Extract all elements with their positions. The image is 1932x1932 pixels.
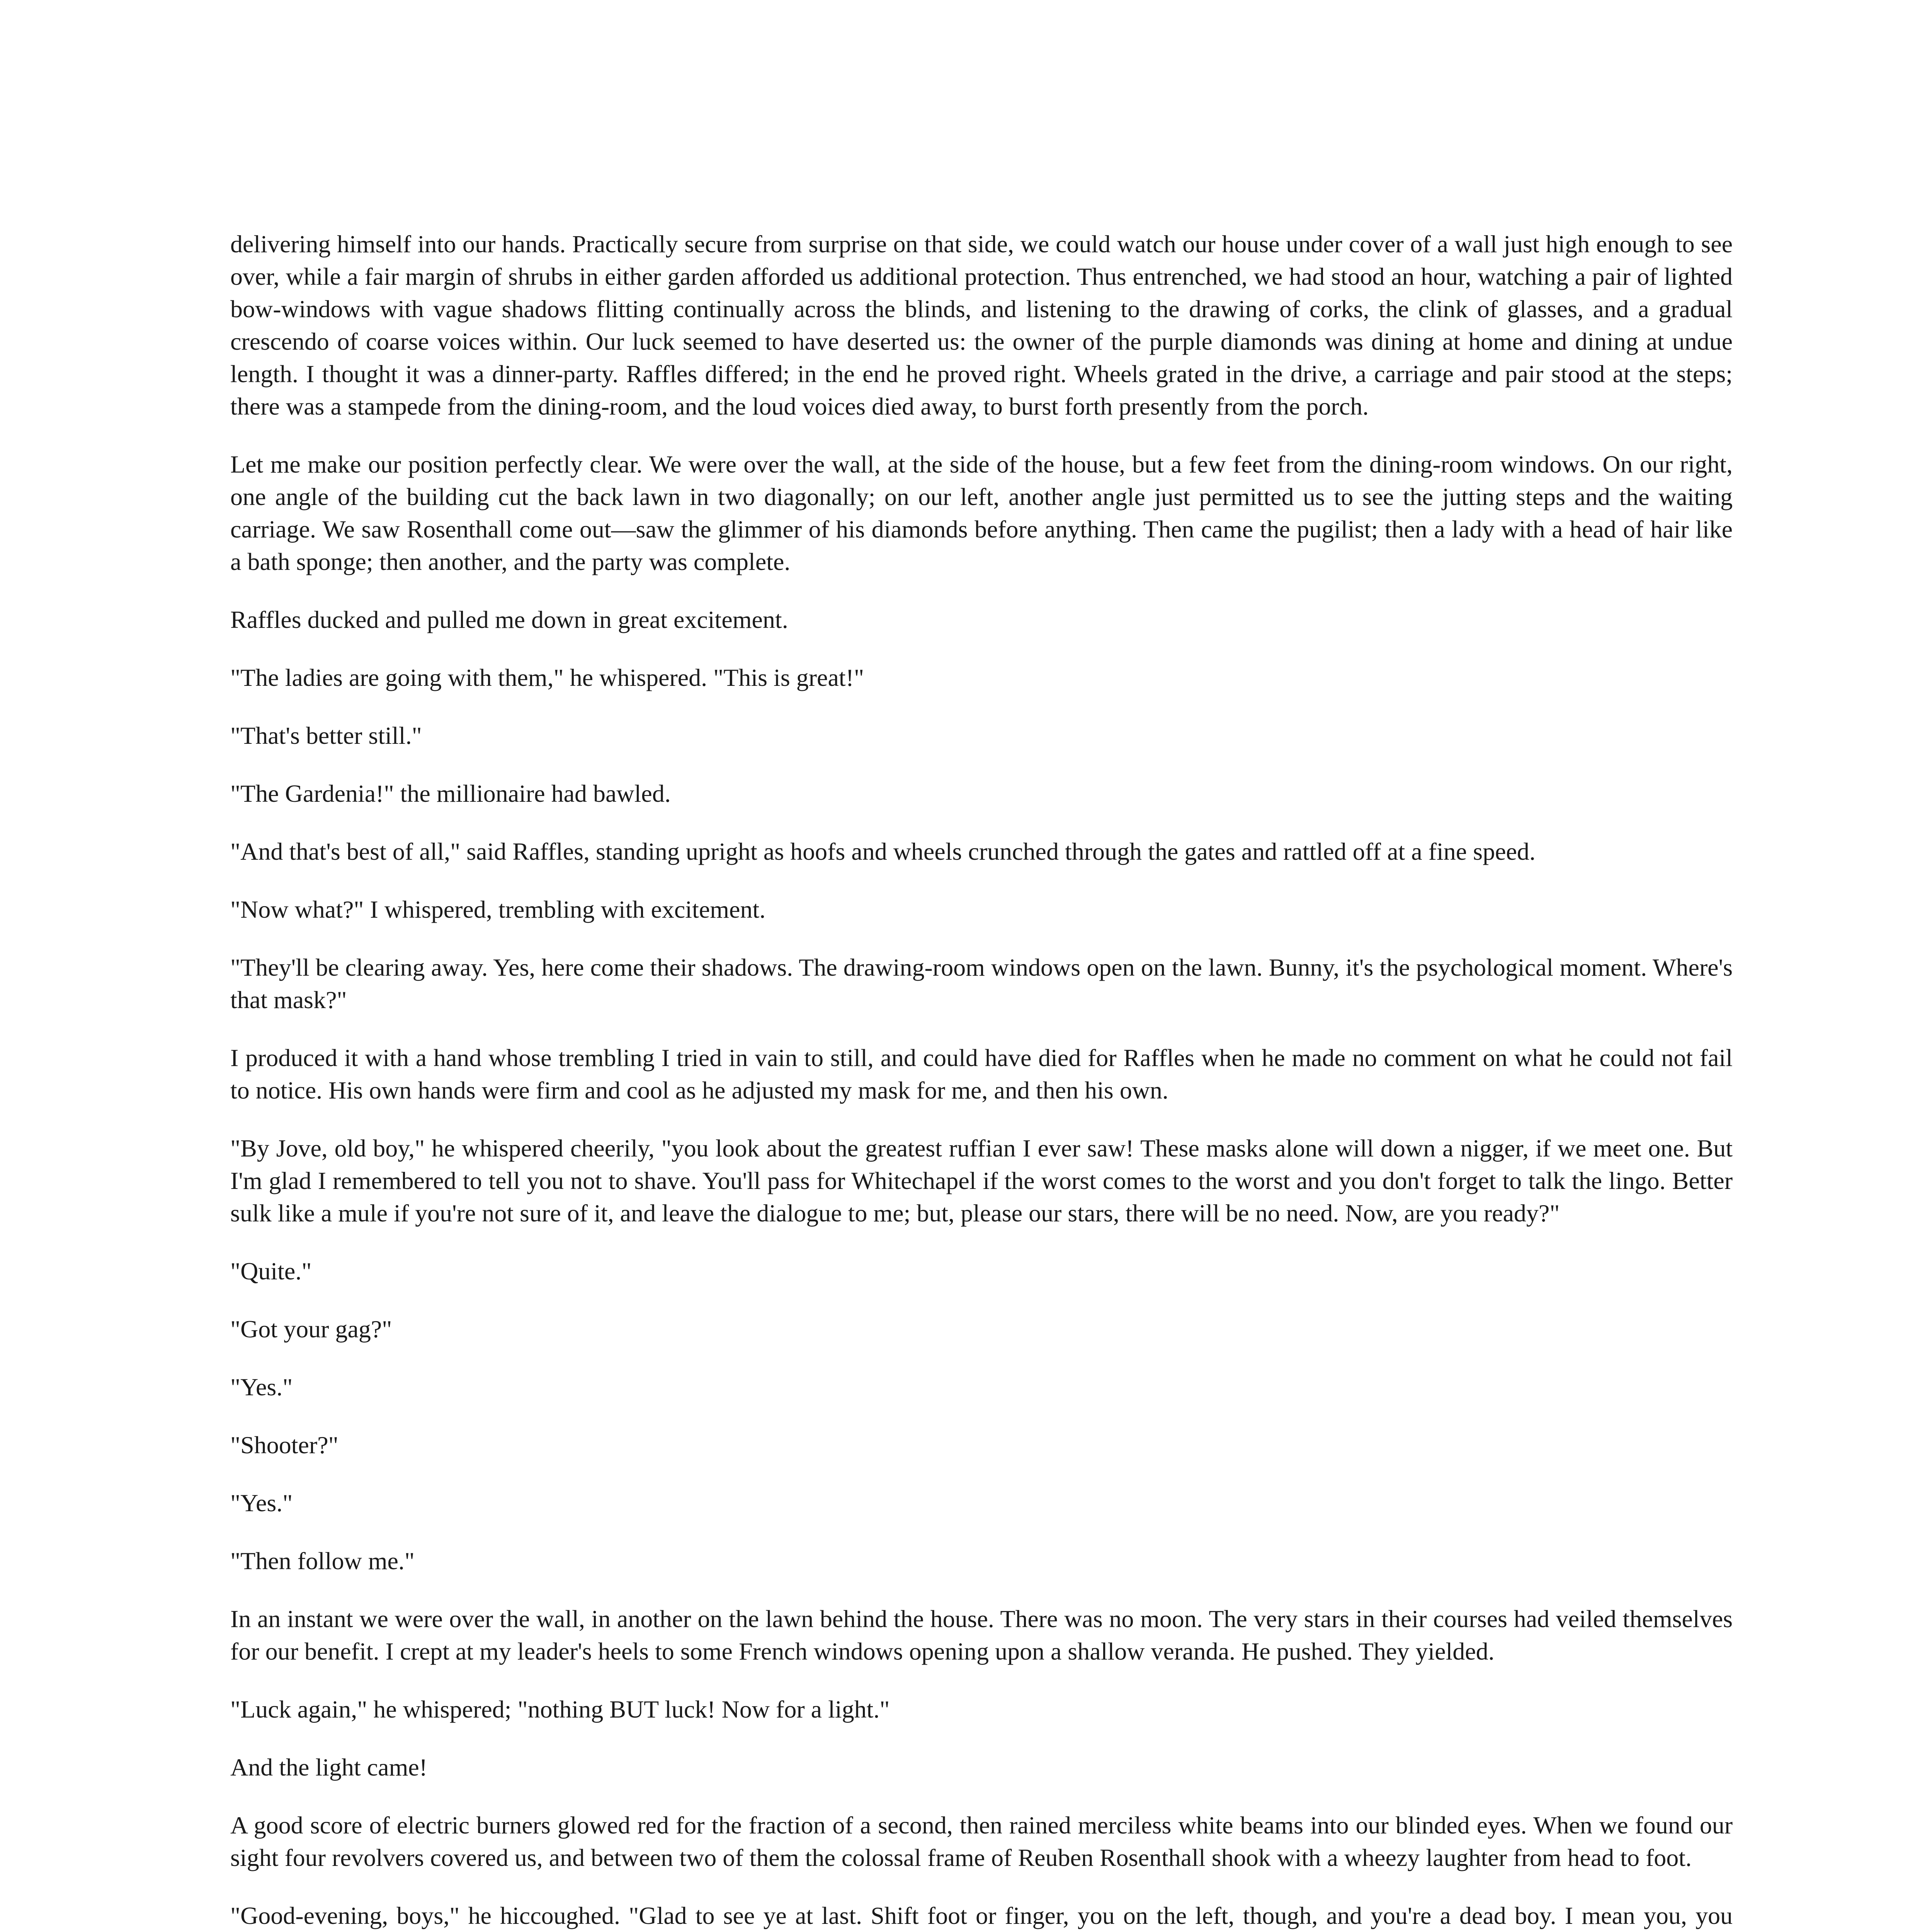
paragraph: "And that's best of all," said Raffles, standing upright as hoofs and wheels crunched through the gates and rattled off at a fine speed. xyxy=(230,838,1536,865)
paragraph: Raffles ducked and pulled me down in great excitement. xyxy=(230,606,788,633)
paragraph: "Then follow me." xyxy=(230,1547,415,1575)
paragraph: "Quite." xyxy=(230,1257,312,1285)
body-text xyxy=(230,228,1733,1932)
paragraph: "Luck again," he whispered; "nothing BUT luck! Now for a light." xyxy=(230,1696,890,1723)
paragraph: "That's better still." xyxy=(230,722,422,749)
paragraph: And the light came! xyxy=(230,1753,428,1781)
paragraph: "Shooter?" xyxy=(230,1431,338,1459)
paragraph: delivering himself into our hands. Practically secure from surprise on that side, we could watch our house under cover of a wall just high enough to see over, while a fair margin of shrubs in either garden afforded us additional protection. Thus entrenched, we had stood an hour, watching a pair of lighted bow-windows with vague shadows flitting continually across the blinds, and listening to the drawing of corks, the clink of glasses, and a gradual crescendo of coarse voices within. Our luck seemed to have deserted us: the owner of the purple diamonds was dining at home and dining at undue length. I thought it was a dinner-party. Raffles differed; in the end he proved right. Wheels grated in the drive, a carriage and pair stood at the steps; there was a stampede from the dining-room, and the loud voices died away, to burst forth presently from the porch. xyxy=(230,230,1733,420)
paragraph: "Now what?" I whispered, trembling with excitement. xyxy=(230,896,766,923)
paragraph: "Yes." xyxy=(230,1489,293,1517)
paragraph: Let me make our position perfectly clear. We were over the wall, at the side of the house, but a few feet from the dining-room windows. On our right, one angle of the building cut the back lawn in two diagonally; on our left, another angle just permitted us to see the jutting steps and the waiting carriage. We saw Rosenthall come out—saw the glimmer of his diamonds before anything. Then came the pugilist; then a lady with a head of hair like a bath sponge; then another, and the party was complete. xyxy=(230,451,1733,575)
paragraph: "Yes." xyxy=(230,1373,293,1401)
paragraph: "By Jove, old boy," he whispered cheerily, "you look about the greatest ruffian I ever saw! These masks alone will down a nigger, if we meet one. But I'm glad I remembered to tell you not to shave. You'll pass for Whitechapel if the worst comes to the worst and you don't forget to talk the lingo. Better sulk like a mule if you're not sure of it, and leave the dialogue to me; but, please our stars, there will be no need. Now, are you ready?" xyxy=(230,1134,1733,1227)
paragraph: "Got your gag?" xyxy=(230,1315,392,1343)
paragraph: "They'll be clearing away. Yes, here come their shadows. The drawing-room windows open on the lawn. Bunny, it's the psychological moment. Where's that mask?" xyxy=(230,954,1733,1014)
paragraph: "The Gardenia!" the millionaire had bawled. xyxy=(230,780,671,807)
paragraph: I produced it with a hand whose trembling I tried in vain to still, and could have died for Raffles when he made no comment on what he could not fail to notice. His own hands were firm and cool as he adjusted my mask for me, and then his own. xyxy=(230,1044,1733,1104)
paragraph: "The ladies are going with them," he whispered. "This is great!" xyxy=(230,664,864,691)
paragraph: In an instant we were over the wall, in another on the lawn behind the house. There was no moon. The very stars in their courses had veiled themselves for our benefit. I crept at my leader's heels to some French windows opening upon a shallow veranda. He pushed. They yielded. xyxy=(230,1605,1733,1665)
paragraph: A good score of electric burners glowed red for the fraction of a second, then rained merciless white beams into our blinded eyes. When we found our sight four revolvers covered us, and between two of them the colossal frame of Reuben Rosenthall shook with a wheezy laughter from head to foot. xyxy=(230,1811,1733,1871)
paragraph: "Good-evening, boys," he hiccoughed. "Glad to see ye at last. Shift foot or finger, you on the left, though, and you're a dead boy. I mean you, you xyxy=(230,1902,1733,1929)
